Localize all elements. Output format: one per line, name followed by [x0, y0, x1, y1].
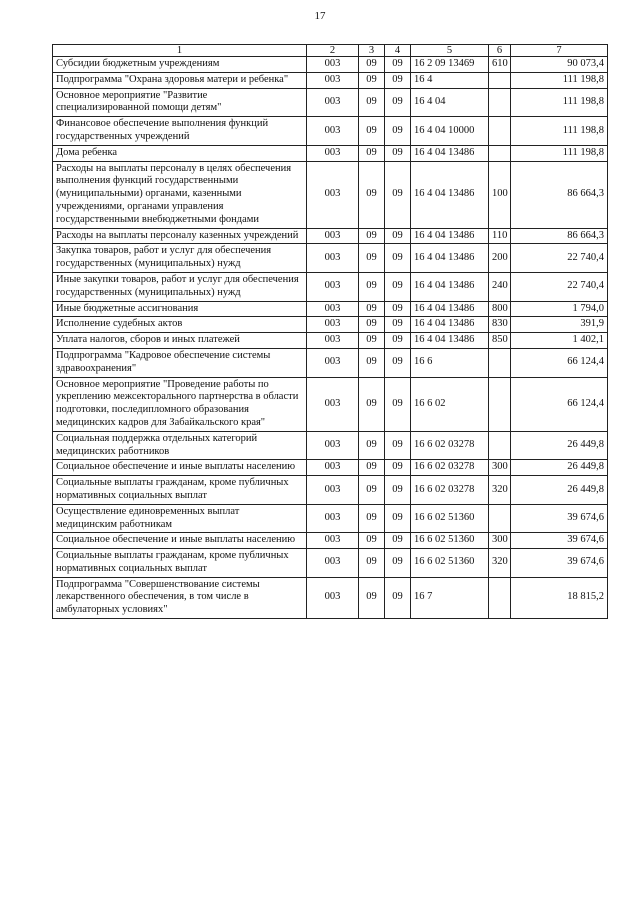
- cell-name: Осуществление единовременных выплат медицинским работникам: [53, 504, 307, 533]
- cell-name: Субсидии бюджетным учреждениям: [53, 57, 307, 73]
- cell-subsection: 09: [385, 348, 411, 377]
- cell-name: Социальные выплаты гражданам, кроме публичных нормативных социальных выплат: [53, 476, 307, 505]
- table-row: [53, 72, 608, 88]
- cell-target-code: 16 4 04 13486: [411, 317, 489, 333]
- cell-subsection: 09: [385, 317, 411, 333]
- cell-subsection: 09: [385, 145, 411, 161]
- cell-subsection: 09: [385, 161, 411, 228]
- cell-section: 09: [359, 301, 385, 317]
- header-col-5: 5: [411, 45, 489, 57]
- cell-expense-type: 320: [489, 476, 511, 505]
- header-col-7: 7: [511, 45, 608, 57]
- cell-expense-type: [489, 72, 511, 88]
- cell-admin-code: 003: [307, 244, 359, 273]
- table-row: [53, 228, 608, 244]
- cell-name: Подпрограмма "Охрана здоровья матери и ребенка": [53, 72, 307, 88]
- cell-section: 09: [359, 88, 385, 117]
- cell-expense-type: 200: [489, 244, 511, 273]
- cell-subsection: 09: [385, 577, 411, 618]
- cell-expense-type: 300: [489, 460, 511, 476]
- cell-admin-code: 003: [307, 460, 359, 476]
- cell-subsection: 09: [385, 301, 411, 317]
- cell-name: Дома ребенка: [53, 145, 307, 161]
- table-row: [53, 244, 608, 273]
- cell-admin-code: 003: [307, 348, 359, 377]
- cell-section: 09: [359, 272, 385, 301]
- cell-sum: 66 124,4: [511, 348, 608, 377]
- cell-subsection: 09: [385, 117, 411, 146]
- cell-sum: 111 198,8: [511, 117, 608, 146]
- cell-admin-code: 003: [307, 72, 359, 88]
- cell-target-code: 16 2 09 13469: [411, 57, 489, 73]
- cell-admin-code: 003: [307, 504, 359, 533]
- header-row: [53, 45, 608, 57]
- cell-expense-type: 320: [489, 549, 511, 578]
- cell-admin-code: 003: [307, 272, 359, 301]
- cell-expense-type: 110: [489, 228, 511, 244]
- table-row: [53, 577, 608, 618]
- cell-subsection: 09: [385, 244, 411, 273]
- table-row: [53, 333, 608, 349]
- cell-target-code: 16 4 04 13486: [411, 145, 489, 161]
- cell-subsection: 09: [385, 88, 411, 117]
- cell-admin-code: 003: [307, 533, 359, 549]
- table-row: [53, 145, 608, 161]
- budget-table: [52, 44, 608, 619]
- cell-sum: 66 124,4: [511, 377, 608, 431]
- cell-name: Иные закупки товаров, работ и услуг для обеспечения государственных (муниципальных) нужд: [53, 272, 307, 301]
- cell-sum: 39 674,6: [511, 549, 608, 578]
- header-col-4: 4: [385, 45, 411, 57]
- table-row: [53, 476, 608, 505]
- cell-name: Уплата налогов, сборов и иных платежей: [53, 333, 307, 349]
- cell-subsection: 09: [385, 476, 411, 505]
- cell-subsection: 09: [385, 504, 411, 533]
- cell-section: 09: [359, 244, 385, 273]
- cell-expense-type: 800: [489, 301, 511, 317]
- cell-expense-type: 300: [489, 533, 511, 549]
- table-row: [53, 57, 608, 73]
- cell-admin-code: 003: [307, 117, 359, 146]
- cell-sum: 39 674,6: [511, 533, 608, 549]
- cell-target-code: 16 4 04 13486: [411, 333, 489, 349]
- cell-target-code: 16 4 04 13486: [411, 301, 489, 317]
- header-col-3: 3: [359, 45, 385, 57]
- cell-section: 09: [359, 72, 385, 88]
- cell-expense-type: [489, 117, 511, 146]
- cell-sum: 111 198,8: [511, 145, 608, 161]
- cell-subsection: 09: [385, 57, 411, 73]
- cell-name: Расходы на выплаты персоналу в целях обеспечения выполнения функций государственными (муниципальными) органами, казенными учреждениями, органами управления государственными внебюджетными фондами: [53, 161, 307, 228]
- cell-section: 09: [359, 577, 385, 618]
- cell-target-code: 16 4 04: [411, 88, 489, 117]
- cell-section: 09: [359, 460, 385, 476]
- cell-subsection: 09: [385, 72, 411, 88]
- cell-admin-code: 003: [307, 431, 359, 460]
- cell-sum: 86 664,3: [511, 228, 608, 244]
- cell-expense-type: 100: [489, 161, 511, 228]
- cell-section: 09: [359, 476, 385, 505]
- cell-admin-code: 003: [307, 377, 359, 431]
- table-row: [53, 88, 608, 117]
- cell-expense-type: [489, 431, 511, 460]
- cell-section: 09: [359, 117, 385, 146]
- table-row: [53, 301, 608, 317]
- cell-section: 09: [359, 377, 385, 431]
- table-row: [53, 504, 608, 533]
- cell-section: 09: [359, 57, 385, 73]
- table-row: [53, 533, 608, 549]
- cell-expense-type: [489, 504, 511, 533]
- cell-sum: 39 674,6: [511, 504, 608, 533]
- cell-subsection: 09: [385, 377, 411, 431]
- cell-expense-type: 850: [489, 333, 511, 349]
- cell-name: Иные бюджетные ассигнования: [53, 301, 307, 317]
- cell-sum: 391,9: [511, 317, 608, 333]
- cell-name: Социальное обеспечение и иные выплаты населению: [53, 460, 307, 476]
- cell-name: Подпрограмма "Совершенствование системы лекарственного обеспечения, в том числе в амбулаторных условиях": [53, 577, 307, 618]
- cell-target-code: 16 4 04 13486: [411, 272, 489, 301]
- cell-section: 09: [359, 348, 385, 377]
- cell-section: 09: [359, 431, 385, 460]
- cell-sum: 111 198,8: [511, 88, 608, 117]
- table-row: [53, 317, 608, 333]
- cell-admin-code: 003: [307, 161, 359, 228]
- table-row: [53, 272, 608, 301]
- cell-sum: 22 740,4: [511, 244, 608, 273]
- cell-target-code: 16 6 02 03278: [411, 460, 489, 476]
- cell-target-code: 16 4: [411, 72, 489, 88]
- cell-name: Основное мероприятие "Проведение работы по укреплению межсекторального партнерства в области подготовки, последипломного образования медицинских кадров для Забайкальского края": [53, 377, 307, 431]
- cell-expense-type: 830: [489, 317, 511, 333]
- cell-admin-code: 003: [307, 301, 359, 317]
- cell-section: 09: [359, 333, 385, 349]
- cell-subsection: 09: [385, 333, 411, 349]
- cell-admin-code: 003: [307, 57, 359, 73]
- cell-section: 09: [359, 504, 385, 533]
- cell-name: Финансовое обеспечение выполнения функций государственных учреждений: [53, 117, 307, 146]
- cell-target-code: 16 6 02 03278: [411, 431, 489, 460]
- page-number: 17: [314, 10, 326, 22]
- cell-sum: 26 449,8: [511, 460, 608, 476]
- header-col-2: 2: [307, 45, 359, 57]
- table-row: [53, 549, 608, 578]
- cell-expense-type: [489, 377, 511, 431]
- cell-name: Социальное обеспечение и иные выплаты населению: [53, 533, 307, 549]
- cell-target-code: 16 7: [411, 577, 489, 618]
- cell-section: 09: [359, 317, 385, 333]
- cell-expense-type: [489, 145, 511, 161]
- cell-subsection: 09: [385, 460, 411, 476]
- cell-expense-type: [489, 348, 511, 377]
- cell-target-code: 16 4 04 13486: [411, 228, 489, 244]
- cell-name: Социальная поддержка отдельных категорий медицинских работников: [53, 431, 307, 460]
- cell-target-code: 16 4 04 10000: [411, 117, 489, 146]
- table-row: [53, 161, 608, 228]
- header-col-1: 1: [53, 45, 307, 57]
- cell-sum: 26 449,8: [511, 476, 608, 505]
- cell-name: Подпрограмма "Кадровое обеспечение системы здравоохранения": [53, 348, 307, 377]
- cell-sum: 1 402,1: [511, 333, 608, 349]
- cell-target-code: 16 4 04 13486: [411, 244, 489, 273]
- table-row: [53, 460, 608, 476]
- cell-target-code: 16 6 02 03278: [411, 476, 489, 505]
- cell-subsection: 09: [385, 272, 411, 301]
- cell-subsection: 09: [385, 228, 411, 244]
- cell-admin-code: 003: [307, 577, 359, 618]
- cell-admin-code: 003: [307, 228, 359, 244]
- cell-target-code: 16 4 04 13486: [411, 161, 489, 228]
- cell-name: Расходы на выплаты персоналу казенных учреждений: [53, 228, 307, 244]
- cell-expense-type: [489, 577, 511, 618]
- table-row: [53, 431, 608, 460]
- cell-section: 09: [359, 145, 385, 161]
- cell-target-code: 16 6 02 51360: [411, 533, 489, 549]
- cell-expense-type: 610: [489, 57, 511, 73]
- cell-target-code: 16 6: [411, 348, 489, 377]
- cell-sum: 18 815,2: [511, 577, 608, 618]
- cell-sum: 86 664,3: [511, 161, 608, 228]
- cell-admin-code: 003: [307, 88, 359, 117]
- table-body: [53, 57, 608, 619]
- cell-subsection: 09: [385, 549, 411, 578]
- cell-sum: 1 794,0: [511, 301, 608, 317]
- cell-name: Закупка товаров, работ и услуг для обеспечения государственных (муниципальных) нужд: [53, 244, 307, 273]
- cell-section: 09: [359, 228, 385, 244]
- table-row: [53, 117, 608, 146]
- cell-admin-code: 003: [307, 333, 359, 349]
- cell-name: Социальные выплаты гражданам, кроме публичных нормативных социальных выплат: [53, 549, 307, 578]
- table-row: [53, 348, 608, 377]
- table-header: [53, 45, 608, 57]
- cell-section: 09: [359, 161, 385, 228]
- cell-target-code: 16 6 02: [411, 377, 489, 431]
- cell-target-code: 16 6 02 51360: [411, 549, 489, 578]
- cell-sum: 26 449,8: [511, 431, 608, 460]
- cell-target-code: 16 6 02 51360: [411, 504, 489, 533]
- cell-admin-code: 003: [307, 317, 359, 333]
- cell-section: 09: [359, 549, 385, 578]
- cell-admin-code: 003: [307, 476, 359, 505]
- cell-subsection: 09: [385, 431, 411, 460]
- cell-sum: 22 740,4: [511, 272, 608, 301]
- cell-expense-type: 240: [489, 272, 511, 301]
- cell-subsection: 09: [385, 533, 411, 549]
- cell-admin-code: 003: [307, 145, 359, 161]
- cell-expense-type: [489, 88, 511, 117]
- cell-name: Исполнение судебных актов: [53, 317, 307, 333]
- table-row: [53, 377, 608, 431]
- cell-section: 09: [359, 533, 385, 549]
- cell-name: Основное мероприятие "Развитие специализированной помощи детям": [53, 88, 307, 117]
- cell-sum: 90 073,4: [511, 57, 608, 73]
- cell-admin-code: 003: [307, 549, 359, 578]
- header-col-6: 6: [489, 45, 511, 57]
- cell-sum: 111 198,8: [511, 72, 608, 88]
